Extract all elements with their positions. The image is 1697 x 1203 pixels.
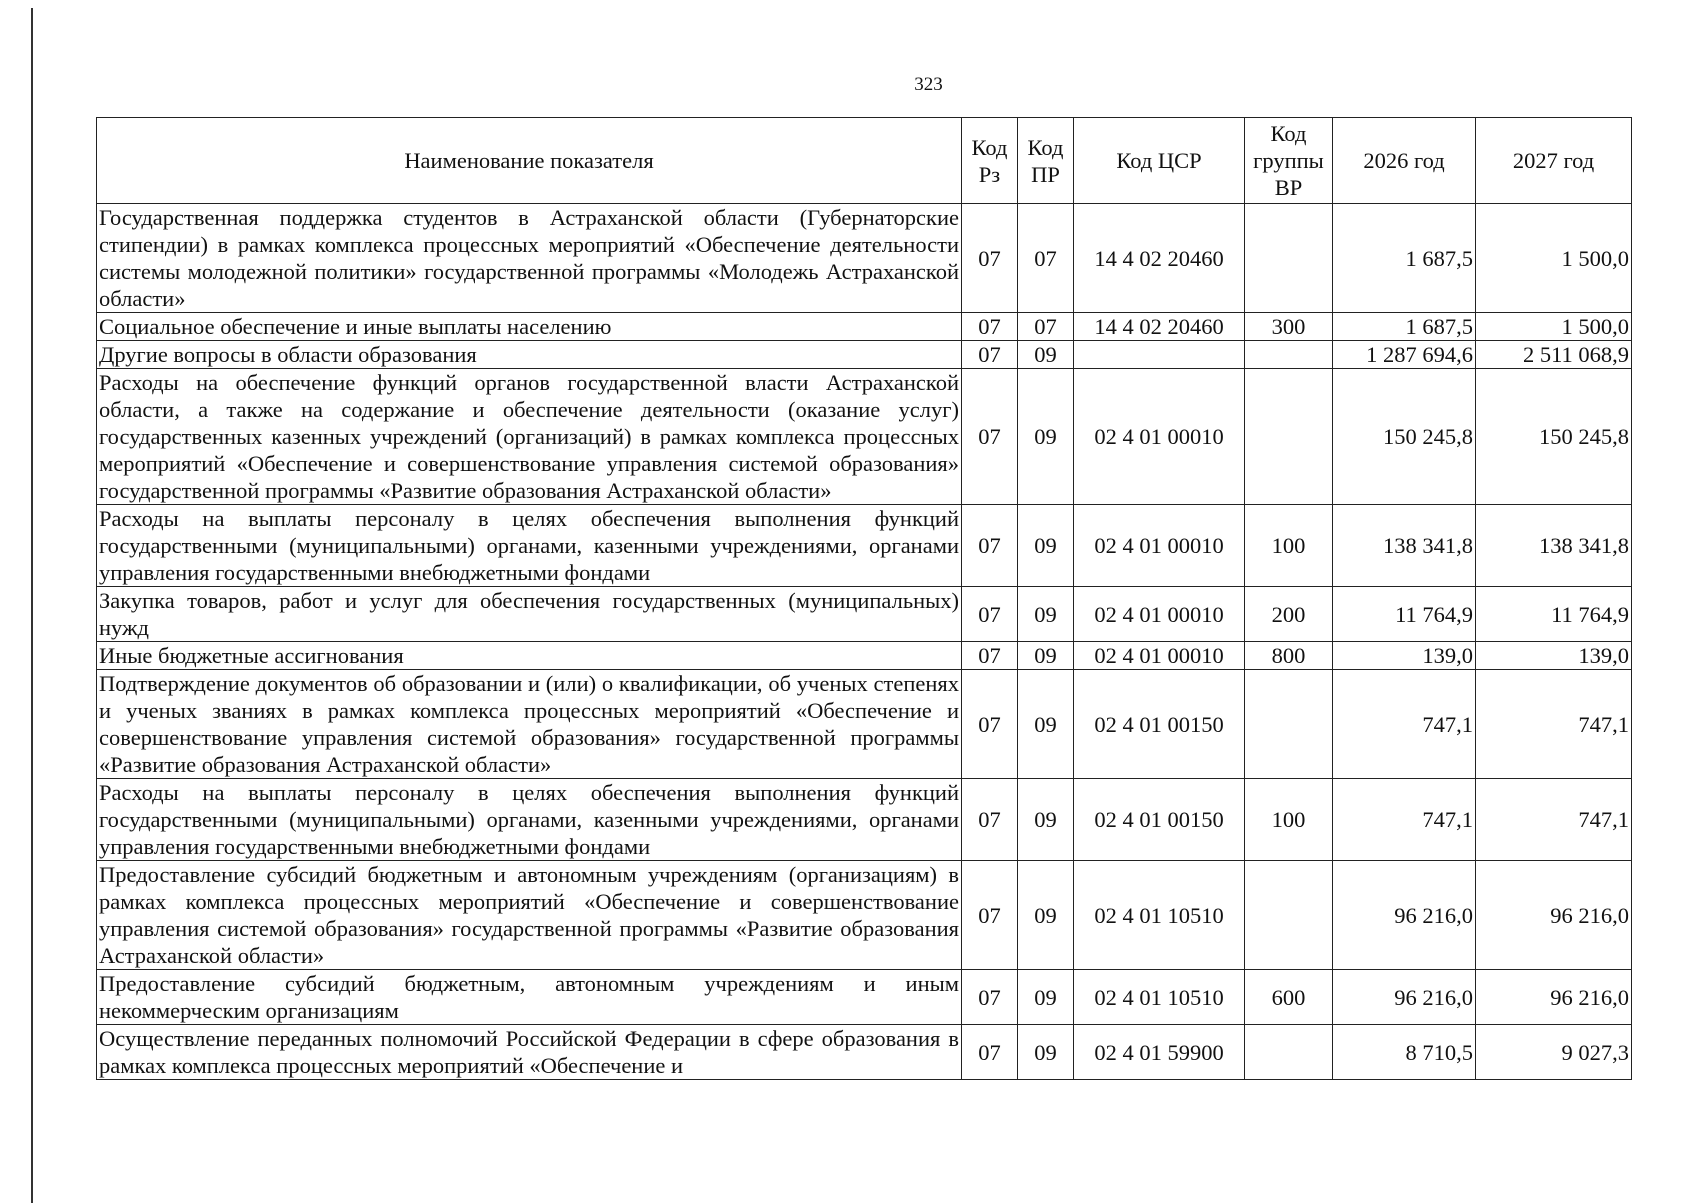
cell-csr: 14 4 02 20460 bbox=[1074, 313, 1245, 341]
cell-vr: 200 bbox=[1245, 587, 1333, 642]
cell-vr: 300 bbox=[1245, 313, 1333, 341]
cell-y2027: 96 216,0 bbox=[1476, 970, 1632, 1025]
cell-vr bbox=[1245, 204, 1333, 313]
cell-name: Расходы на обеспечение функций органов государственной власти Астраханской области, а также на содержание и обеспечение деятельности (оказание услуг) государственных казенных учреждений (организаций) в рамках комплекса процессных мероприятий «Обеспечение и совершенствование управления системой образования» государственной программы «Развитие образования Астраханской области» bbox=[97, 369, 962, 505]
cell-csr: 14 4 02 20460 bbox=[1074, 204, 1245, 313]
header-rz: Код Рз bbox=[962, 118, 1018, 204]
cell-csr bbox=[1074, 341, 1245, 369]
cell-y2027: 138 341,8 bbox=[1476, 505, 1632, 587]
cell-name: Предоставление субсидий бюджетным, автономным учреждениям и иным некоммерческим организациям bbox=[97, 970, 962, 1025]
table-row bbox=[97, 313, 1632, 341]
cell-name: Государственная поддержка студентов в Астраханской области (Губернаторские стипендии) в рамках комплекса процессных мероприятий «Обеспечение деятельности системы молодежной политики» государственной программы «Молодежь Астраханской области» bbox=[97, 204, 962, 313]
cell-csr: 02 4 01 10510 bbox=[1074, 970, 1245, 1025]
table-row bbox=[97, 204, 1632, 313]
cell-rz: 07 bbox=[962, 341, 1018, 369]
cell-y2026: 1 687,5 bbox=[1333, 204, 1476, 313]
cell-name: Расходы на выплаты персоналу в целях обеспечения выполнения функций государственными (муниципальными) органами, казенными учреждениями, органами управления государственными внебюджетными фондами bbox=[97, 505, 962, 587]
cell-csr: 02 4 01 00010 bbox=[1074, 369, 1245, 505]
cell-y2026: 139,0 bbox=[1333, 642, 1476, 670]
header-vr: Код группы ВР bbox=[1245, 118, 1333, 204]
cell-y2027: 139,0 bbox=[1476, 642, 1632, 670]
cell-rz: 07 bbox=[962, 861, 1018, 970]
header-pr: Код ПР bbox=[1018, 118, 1074, 204]
cell-csr: 02 4 01 10510 bbox=[1074, 861, 1245, 970]
cell-y2026: 747,1 bbox=[1333, 670, 1476, 779]
table-row bbox=[97, 341, 1632, 369]
cell-csr: 02 4 01 59900 bbox=[1074, 1025, 1245, 1080]
cell-vr bbox=[1245, 369, 1333, 505]
cell-vr: 100 bbox=[1245, 779, 1333, 861]
cell-rz: 07 bbox=[962, 204, 1018, 313]
cell-pr: 09 bbox=[1018, 341, 1074, 369]
table-row bbox=[97, 1025, 1632, 1080]
cell-name: Расходы на выплаты персоналу в целях обеспечения выполнения функций государственными (муниципальными) органами, казенными учреждениями, органами управления государственными внебюджетными фондами bbox=[97, 779, 962, 861]
cell-y2027: 150 245,8 bbox=[1476, 369, 1632, 505]
cell-rz: 07 bbox=[962, 313, 1018, 341]
cell-y2027: 9 027,3 bbox=[1476, 1025, 1632, 1080]
cell-rz: 07 bbox=[962, 505, 1018, 587]
cell-rz: 07 bbox=[962, 587, 1018, 642]
cell-y2027: 1 500,0 bbox=[1476, 204, 1632, 313]
cell-name: Предоставление субсидий бюджетным и автономным учреждениям (организациям) в рамках комплекса процессных мероприятий «Обеспечение и совершенствование управления системой образования» государственной программы «Развитие образования Астраханской области» bbox=[97, 861, 962, 970]
cell-y2026: 96 216,0 bbox=[1333, 861, 1476, 970]
cell-y2026: 747,1 bbox=[1333, 779, 1476, 861]
cell-y2027: 1 500,0 bbox=[1476, 313, 1632, 341]
cell-vr: 600 bbox=[1245, 970, 1333, 1025]
cell-name: Другие вопросы в области образования bbox=[97, 341, 962, 369]
cell-pr: 09 bbox=[1018, 587, 1074, 642]
cell-y2026: 138 341,8 bbox=[1333, 505, 1476, 587]
header-name: Наименование показателя bbox=[97, 118, 962, 204]
header-2027: 2027 год bbox=[1476, 118, 1632, 204]
cell-y2026: 11 764,9 bbox=[1333, 587, 1476, 642]
table-row bbox=[97, 369, 1632, 505]
cell-vr: 800 bbox=[1245, 642, 1333, 670]
cell-y2027: 747,1 bbox=[1476, 779, 1632, 861]
cell-pr: 09 bbox=[1018, 779, 1074, 861]
table-row bbox=[97, 587, 1632, 642]
cell-y2026: 1 687,5 bbox=[1333, 313, 1476, 341]
table-row bbox=[97, 779, 1632, 861]
cell-y2027: 11 764,9 bbox=[1476, 587, 1632, 642]
cell-vr bbox=[1245, 1025, 1333, 1080]
cell-name: Социальное обеспечение и иные выплаты населению bbox=[97, 313, 962, 341]
cell-vr bbox=[1245, 341, 1333, 369]
cell-y2027: 747,1 bbox=[1476, 670, 1632, 779]
cell-rz: 07 bbox=[962, 1025, 1018, 1080]
table-row bbox=[97, 505, 1632, 587]
cell-y2026: 150 245,8 bbox=[1333, 369, 1476, 505]
cell-name: Закупка товаров, работ и услуг для обеспечения государственных (муниципальных) нужд bbox=[97, 587, 962, 642]
cell-pr: 07 bbox=[1018, 313, 1074, 341]
cell-pr: 09 bbox=[1018, 369, 1074, 505]
cell-rz: 07 bbox=[962, 779, 1018, 861]
cell-y2027: 96 216,0 bbox=[1476, 861, 1632, 970]
cell-csr: 02 4 01 00150 bbox=[1074, 779, 1245, 861]
cell-csr: 02 4 01 00010 bbox=[1074, 505, 1245, 587]
cell-pr: 07 bbox=[1018, 204, 1074, 313]
cell-pr: 09 bbox=[1018, 642, 1074, 670]
header-2026: 2026 год bbox=[1333, 118, 1476, 204]
cell-y2026: 1 287 694,6 bbox=[1333, 341, 1476, 369]
cell-y2027: 2 511 068,9 bbox=[1476, 341, 1632, 369]
cell-rz: 07 bbox=[962, 970, 1018, 1025]
cell-pr: 09 bbox=[1018, 505, 1074, 587]
cell-csr: 02 4 01 00150 bbox=[1074, 670, 1245, 779]
table-row bbox=[97, 861, 1632, 970]
cell-rz: 07 bbox=[962, 369, 1018, 505]
table-row bbox=[97, 670, 1632, 779]
cell-vr bbox=[1245, 670, 1333, 779]
cell-vr: 100 bbox=[1245, 505, 1333, 587]
cell-name: Подтверждение документов об образовании и (или) о квалификации, об ученых степенях и ученых званиях в рамках комплекса процессных мероприятий «Обеспечение и совершенствование управления системой образования» государственной программы «Развитие образования Астраханской области» bbox=[97, 670, 962, 779]
cell-csr: 02 4 01 00010 bbox=[1074, 587, 1245, 642]
cell-rz: 07 bbox=[962, 670, 1018, 779]
binding-line bbox=[31, 8, 33, 1203]
cell-vr bbox=[1245, 861, 1333, 970]
cell-pr: 09 bbox=[1018, 970, 1074, 1025]
cell-csr: 02 4 01 00010 bbox=[1074, 642, 1245, 670]
header-csr: Код ЦСР bbox=[1074, 118, 1245, 204]
cell-y2026: 96 216,0 bbox=[1333, 970, 1476, 1025]
cell-name: Осуществление переданных полномочий Российской Федерации в сфере образования в рамках комплекса процессных мероприятий «Обеспечение и bbox=[97, 1025, 962, 1080]
page-number: 323 bbox=[914, 74, 943, 95]
cell-pr: 09 bbox=[1018, 861, 1074, 970]
cell-pr: 09 bbox=[1018, 1025, 1074, 1080]
cell-y2026: 8 710,5 bbox=[1333, 1025, 1476, 1080]
cell-pr: 09 bbox=[1018, 670, 1074, 779]
budget-table bbox=[96, 117, 1632, 1080]
table-row bbox=[97, 970, 1632, 1025]
cell-rz: 07 bbox=[962, 642, 1018, 670]
table-row bbox=[97, 642, 1632, 670]
table-header-row bbox=[97, 118, 1632, 204]
cell-name: Иные бюджетные ассигнования bbox=[97, 642, 962, 670]
